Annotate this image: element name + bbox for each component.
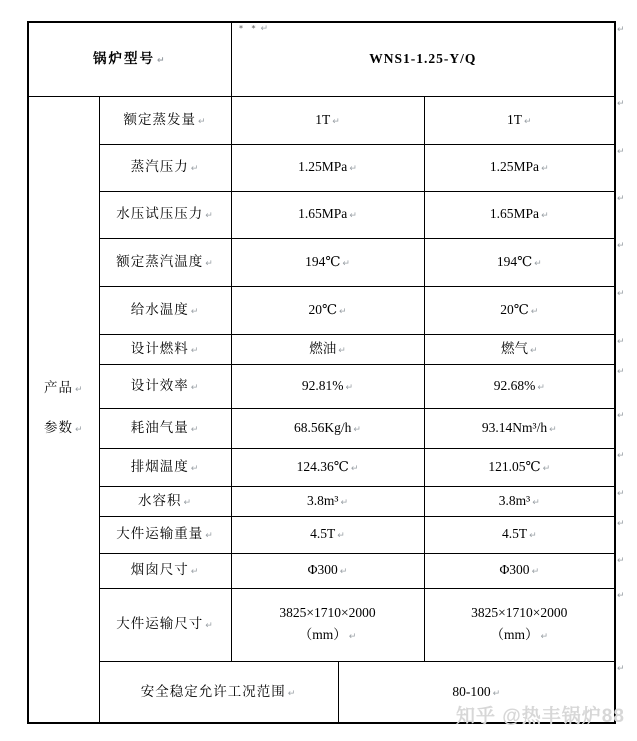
gas-value: 20℃ ↵ [424, 286, 615, 334]
table-row [28, 516, 615, 553]
paragraph-mark: ↵ [342, 258, 350, 269]
row-end-mark: ↵ [617, 489, 625, 499]
gas-value: 194℃ ↵ [424, 238, 615, 286]
oil-value: 燃油 ↵ [231, 334, 424, 364]
gas-value: Φ300 ↵ [424, 553, 615, 588]
paragraph-mark: ↵ [74, 385, 84, 396]
gas-value: 1T ↵ [424, 96, 615, 144]
oil-value: 194℃ ↵ [231, 238, 424, 286]
gas-value: 4.5T ↵ [424, 516, 615, 553]
oil-value: 4.5T ↵ [231, 516, 424, 553]
row-label: 大件运输尺寸 ↵ [99, 588, 231, 661]
hidden-note-marks: * * ↵ [239, 24, 272, 34]
row-end-mark: ↵ [617, 411, 625, 421]
gas-value: 3.8m³ ↵ [424, 486, 615, 516]
row-end-mark: ↵ [617, 556, 625, 566]
paragraph-mark: ↵ [205, 211, 214, 222]
paragraph-mark: ↵ [197, 116, 207, 127]
row-label: 烟囱尺寸 ↵ [99, 553, 231, 588]
paragraph-mark: ↵ [549, 424, 557, 435]
row-end-mark: ↵ [617, 147, 625, 157]
row-label: 设计效率 ↵ [99, 364, 231, 408]
paragraph-mark: ↵ [531, 567, 540, 578]
table-row [28, 408, 615, 448]
gas-value: 92.68% ↵ [424, 364, 615, 408]
paragraph-mark: ↵ [190, 382, 200, 393]
paragraph-mark: ↵ [492, 688, 501, 699]
row-label: 蒸汽压力 ↵ [99, 144, 231, 191]
oil-value: 20℃ ↵ [231, 286, 424, 334]
paragraph-mark: ↵ [205, 258, 214, 269]
paragraph-mark: ↵ [183, 497, 193, 508]
paragraph-mark: ↵ [260, 24, 272, 34]
table-row [28, 22, 615, 96]
row-end-mark: ↵ [617, 519, 625, 529]
row-label: 水压试压压力 ↵ [99, 191, 231, 238]
table-row [28, 448, 615, 486]
row-label: 大件运输重量 ↵ [99, 516, 231, 553]
gas-value: 3825×1710×2000 （mm） ↵ [424, 588, 615, 661]
row-end-mark: ↵ [617, 451, 625, 461]
table-row [28, 486, 615, 516]
row-end-mark: ↵ [617, 99, 625, 109]
paragraph-mark: ↵ [349, 164, 357, 175]
safe-range-label-cell: 安全稳定允许工况范围 ↵ [99, 661, 338, 723]
table-row [28, 553, 615, 588]
oil-value: Φ300 ↵ [231, 553, 424, 588]
safe-range-value-cell: 80-100 ↵ [338, 661, 615, 723]
row-end-mark: ↵ [617, 664, 625, 674]
paragraph-mark: ↵ [332, 116, 340, 127]
row-end-mark: ↵ [617, 367, 625, 377]
row-end-mark: ↵ [617, 591, 625, 601]
oil-value: 68.56Kg/h ↵ [231, 408, 424, 448]
paragraph-mark: ↵ [540, 631, 549, 642]
oil-value: 3825×1710×2000 （mm） ↵ [231, 588, 424, 661]
paragraph-mark: ↵ [530, 306, 539, 317]
row-label: 额定蒸发量 ↵ [99, 96, 231, 144]
oil-value: 1.25MPa ↵ [231, 144, 424, 191]
row-end-mark: ↵ [617, 337, 625, 347]
paragraph-mark: ↵ [532, 497, 540, 508]
paragraph-mark: ↵ [190, 463, 200, 474]
paragraph-mark: ↵ [537, 382, 545, 393]
paragraph-mark: ↵ [340, 497, 348, 508]
paragraph-mark: ↵ [337, 531, 345, 542]
row-end-mark: ↵ [617, 289, 625, 299]
table-row [28, 334, 615, 364]
row-end-mark: ↵ [617, 241, 625, 251]
paragraph-mark: ↵ [339, 567, 348, 578]
paragraph-mark: ↵ [190, 424, 200, 435]
paragraph-mark: ↵ [339, 306, 347, 317]
paragraph-mark: ↵ [534, 258, 542, 269]
row-label: 设计燃料 ↵ [99, 334, 231, 364]
paragraph-mark: ↵ [190, 345, 200, 356]
oil-value: 1.65MPa ↵ [231, 191, 424, 238]
paragraph-mark: ↵ [190, 164, 200, 175]
product-params-line2: 参数 [43, 420, 73, 436]
paragraph-mark: ↵ [338, 345, 346, 356]
paragraph-mark: ↵ [524, 116, 532, 127]
table-row [28, 144, 615, 191]
paragraph-mark: ↵ [529, 531, 537, 542]
paragraph-mark: ↵ [530, 345, 538, 356]
gas-value: 1.65MPa ↵ [424, 191, 615, 238]
boiler-spec-table [27, 21, 616, 724]
paragraph-mark: ↵ [74, 425, 84, 436]
paragraph-mark: ↵ [541, 211, 549, 222]
row-label: 给水温度 ↵ [99, 286, 231, 334]
paragraph-mark: ↵ [205, 531, 214, 542]
row-label: 耗油气量 ↵ [99, 408, 231, 448]
row-label: 排烟温度 ↵ [99, 448, 231, 486]
row-end-mark: ↵ [617, 194, 625, 204]
gas-value: 121.05℃ ↵ [424, 448, 615, 486]
table-row [28, 364, 615, 408]
paragraph-mark: ↵ [350, 463, 359, 474]
gas-value: 燃气 ↵ [424, 334, 615, 364]
oil-value: 1T ↵ [231, 96, 424, 144]
paragraph-mark: ↵ [287, 688, 297, 699]
table-row [28, 96, 615, 144]
paragraph-mark: ↵ [190, 567, 200, 578]
boiler-model-label: 锅炉型号 [92, 51, 155, 67]
product-params-line1: 产品 [43, 380, 73, 396]
oil-value: 92.81% ↵ [231, 364, 424, 408]
row-label: 水容积 ↵ [99, 486, 231, 516]
paragraph-mark: ↵ [156, 56, 167, 67]
row-end-mark: ↵ [617, 25, 625, 35]
zhihu-watermark: 知乎 @热丰锅炉88 [456, 706, 625, 727]
paragraph-mark: ↵ [205, 621, 214, 632]
table-row [28, 238, 615, 286]
paragraph-mark: ↵ [542, 463, 551, 474]
paragraph-mark: ↵ [349, 211, 357, 222]
table-row [28, 191, 615, 238]
row-label: 额定蒸汽温度 ↵ [99, 238, 231, 286]
oil-value: 3.8m³ ↵ [231, 486, 424, 516]
paragraph-mark: ↵ [541, 164, 549, 175]
paragraph-mark: ↵ [353, 424, 361, 435]
table-row [28, 286, 615, 334]
boiler-model-value: WNS1-1.25-Y/Q [369, 51, 477, 67]
paragraph-mark: ↵ [190, 306, 200, 317]
paragraph-mark: ↵ [348, 631, 357, 642]
product-params-vertical-header [28, 96, 99, 723]
oil-value: 124.36℃ ↵ [231, 448, 424, 486]
gas-value: 93.14Nm³/h ↵ [424, 408, 615, 448]
boiler-model-label-cell [28, 22, 231, 96]
table-row [28, 588, 615, 661]
boiler-model-value-cell [231, 22, 615, 96]
gas-value: 1.25MPa ↵ [424, 144, 615, 191]
paragraph-mark: ↵ [345, 382, 354, 393]
